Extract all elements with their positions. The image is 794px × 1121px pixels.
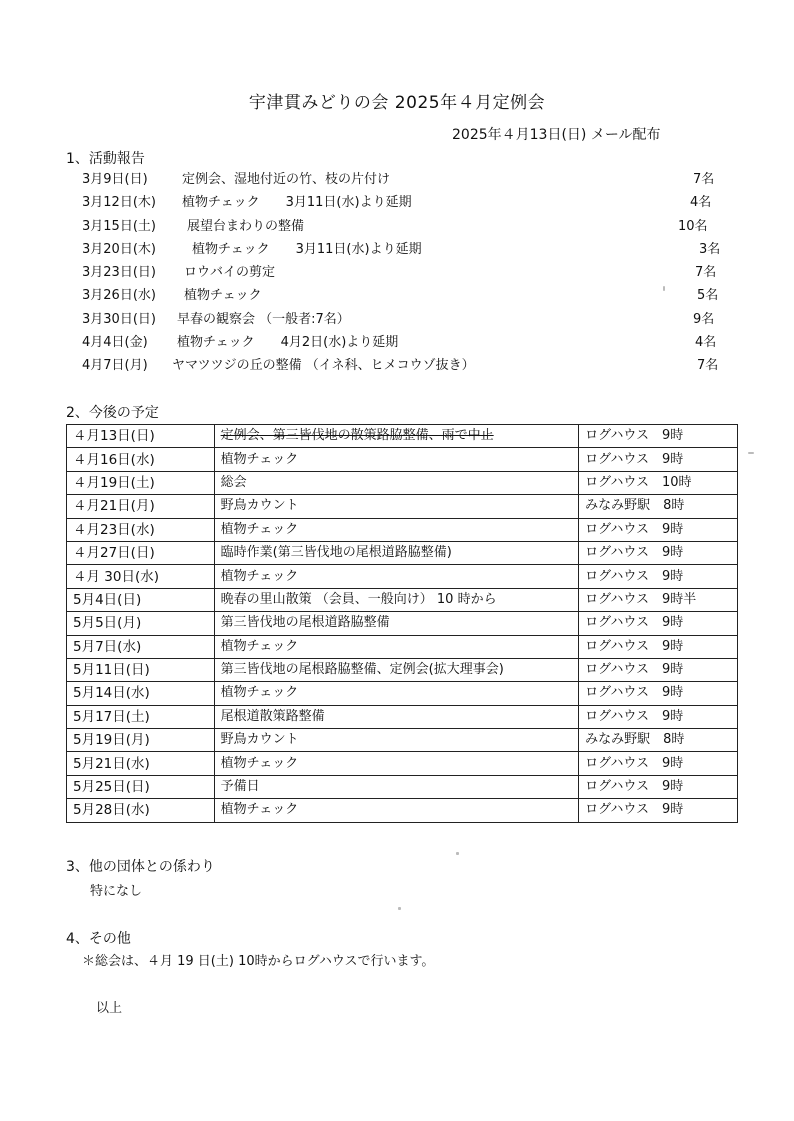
schedule-row	[67, 752, 738, 775]
schedule-date: ４月21日(月)	[67, 495, 215, 518]
schedule-place-time: ログハウス 9時	[579, 565, 738, 588]
schedule-event: 植物チェック	[214, 752, 579, 775]
schedule-row	[67, 471, 738, 494]
other-groups-body: 特になし	[90, 884, 143, 899]
schedule-event: 第三皆伐地の尾根路脇整備、定例会(拡大理事会)	[214, 658, 579, 681]
participant-count: 10名	[678, 218, 708, 234]
schedule-row	[67, 799, 738, 822]
activity-description: 早春の観察会 （一般者:7名）	[177, 311, 350, 327]
schedule-row	[67, 612, 738, 635]
schedule-event: 植物チェック	[214, 799, 579, 822]
schedule-date: 5月5日(月)	[67, 612, 215, 635]
schedule-place-time: ログハウス 9時	[579, 705, 738, 728]
schedule-date: ４月23日(水)	[67, 518, 215, 541]
schedule-row	[67, 448, 738, 471]
activity-description: 展望台まわりの整備	[187, 218, 305, 234]
participant-count: 4名	[690, 195, 712, 211]
activity-description: 植物チェック 4月2日(水)より延期	[177, 335, 399, 351]
schedule-place-time: ログハウス 9時	[579, 448, 738, 471]
participant-count: 7名	[697, 358, 719, 374]
schedule-row	[67, 425, 738, 448]
activity-report-item	[82, 284, 722, 307]
schedule-event: 定例会、第三皆伐地の散策路脇整備、雨で中止	[214, 425, 579, 448]
schedule-row	[67, 682, 738, 705]
schedule-place-time: ログハウス 9時	[579, 425, 738, 448]
schedule-event: 野鳥カウント	[214, 495, 579, 518]
schedule-row	[67, 518, 738, 541]
schedule-event: 植物チェック	[214, 518, 579, 541]
scan-speck	[456, 852, 459, 855]
schedule-date: ４月 30日(水)	[67, 565, 215, 588]
scan-speck	[398, 907, 401, 910]
schedule-date: 5月14日(水)	[67, 682, 215, 705]
activity-report-item	[82, 354, 722, 377]
schedule-place-time: ログハウス 9時	[579, 635, 738, 658]
schedule-place-time: ログハウス 9時	[579, 682, 738, 705]
other-groups-heading: 3、他の団体との係わり	[66, 859, 215, 875]
schedule-event: 晩春の里山散策 （会員、一般向け） 10 時から	[214, 588, 579, 611]
schedule-event: 尾根道散策路整備	[214, 705, 579, 728]
schedule-date: 5月19日(月)	[67, 729, 215, 752]
schedule-row	[67, 495, 738, 518]
activity-description: 植物チェック	[184, 288, 262, 304]
schedule-row	[67, 705, 738, 728]
schedule-place-time: みなみ野駅 8時	[579, 495, 738, 518]
schedule-event: 植物チェック	[214, 448, 579, 471]
schedule-place-time: ログハウス 9時	[579, 541, 738, 564]
scan-speck	[748, 452, 754, 454]
activity-description: ヤマツツジの丘の整備 （イネ科、ヒメコウゾ抜き）	[172, 358, 475, 374]
activity-report-item	[82, 238, 722, 261]
schedule-place-time: ログハウス 9時	[579, 799, 738, 822]
schedule-place-time: ログハウス 10時	[579, 471, 738, 494]
scan-speck	[663, 286, 665, 291]
activity-description: 定例会、湿地付近の竹、枝の片付け	[182, 172, 391, 187]
schedule-date: 5月4日(日)	[67, 588, 215, 611]
schedule-heading: 2、今後の予定	[66, 405, 159, 421]
schedule-date: ４月19日(土)	[67, 471, 215, 494]
activity-report-item	[82, 168, 722, 191]
schedule-date: 5月7日(水)	[67, 635, 215, 658]
schedule-row	[67, 775, 738, 798]
misc-heading: 4、その他	[66, 931, 131, 947]
schedule-date: ４月13日(日)	[67, 425, 215, 448]
schedule-date: 5月11日(日)	[67, 658, 215, 681]
participant-count: 3名	[699, 241, 721, 257]
closing-text: 以上	[96, 1001, 123, 1016]
schedule-place-time: ログハウス 9時	[579, 752, 738, 775]
schedule-place-time: ログハウス 9時	[579, 518, 738, 541]
participant-count: 5名	[697, 288, 719, 304]
schedule-event: 予備日	[214, 775, 579, 798]
activity-date: 3月20日(木)	[82, 241, 156, 257]
activity-date: 3月15日(土)	[82, 218, 156, 234]
schedule-date: 5月25日(日)	[67, 775, 215, 798]
schedule-event: 植物チェック	[214, 682, 579, 705]
activity-description: 植物チェック 3月11日(水)より延期	[182, 195, 412, 211]
activity-report-item	[82, 331, 722, 354]
schedule-place-time: ログハウス 9時	[579, 775, 738, 798]
activity-date: 4月7日(月)	[82, 358, 148, 374]
schedule-event: 野鳥カウント	[214, 729, 579, 752]
document-title: 宇津貫みどりの会 2025年４月定例会	[248, 93, 546, 113]
activity-report-item	[82, 191, 722, 214]
schedule-date: 5月21日(水)	[67, 752, 215, 775]
schedule-row	[67, 635, 738, 658]
schedule-table	[66, 424, 738, 823]
activity-date: 3月26日(水)	[82, 288, 156, 304]
schedule-date: 5月17日(土)	[67, 705, 215, 728]
participant-count: 7名	[695, 265, 717, 281]
schedule-event: 臨時作業(第三皆伐地の尾根道路脇整備)	[214, 541, 579, 564]
schedule-date: ４月27日(日)	[67, 541, 215, 564]
activity-report-list	[82, 168, 722, 378]
activity-report-item	[82, 308, 722, 331]
activity-description: ロウバイの剪定	[184, 265, 276, 281]
activity-description: 植物チェック 3月11日(水)より延期	[192, 241, 422, 257]
schedule-row	[67, 729, 738, 752]
schedule-row	[67, 541, 738, 564]
schedule-event: 第三皆伐地の尾根道路脇整備	[214, 612, 579, 635]
distribution-date: 2025年４月13日(日) メール配布	[452, 127, 661, 143]
schedule-place-time: ログハウス 9時	[579, 658, 738, 681]
misc-body: ＊総会は、４月 19 日(土) 10時からログハウスで行います。	[82, 954, 435, 969]
activity-report-item	[82, 215, 722, 238]
activity-date: 3月9日(日)	[82, 172, 148, 187]
participant-count: 9名	[693, 311, 715, 327]
activity-date: 3月12日(木)	[82, 195, 156, 211]
schedule-event: 総会	[214, 471, 579, 494]
activity-date: 3月23日(日)	[82, 265, 156, 281]
schedule-place-time: みなみ野駅 8時	[579, 729, 738, 752]
schedule-event: 植物チェック	[214, 565, 579, 588]
schedule-row	[67, 658, 738, 681]
activity-date: 3月30日(日)	[82, 311, 156, 327]
schedule-row	[67, 588, 738, 611]
activity-report-item	[82, 261, 722, 284]
schedule-event: 植物チェック	[214, 635, 579, 658]
activity-report-heading: 1、活動報告	[66, 151, 145, 167]
activity-date: 4月4日(金)	[82, 335, 148, 351]
schedule-date: ４月16日(水)	[67, 448, 215, 471]
schedule-place-time: ログハウス 9時半	[579, 588, 738, 611]
participant-count: 4名	[695, 335, 717, 351]
schedule-date: 5月28日(水)	[67, 799, 215, 822]
schedule-row	[67, 565, 738, 588]
participant-count: 7名	[693, 172, 715, 187]
schedule-place-time: ログハウス 9時	[579, 612, 738, 635]
